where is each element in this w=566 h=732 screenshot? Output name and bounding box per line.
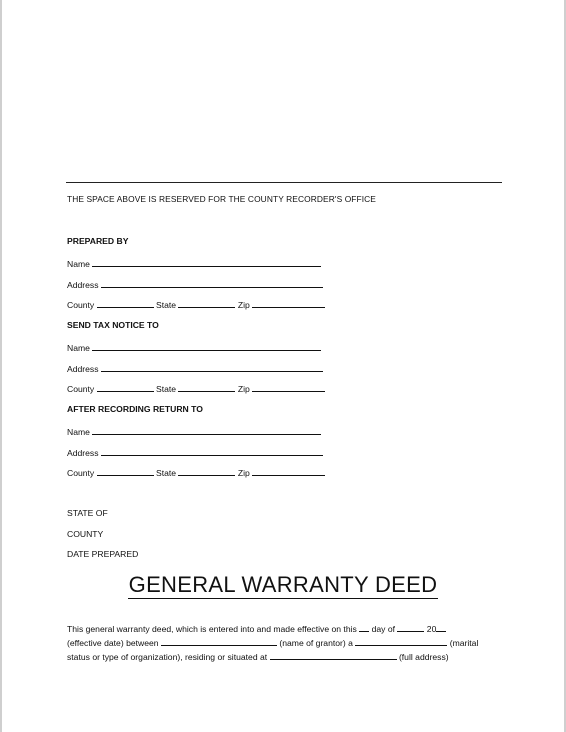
return-to-heading: AFTER RECORDING RETURN TO	[67, 404, 203, 414]
paragraph-year-prefix: 20	[426, 624, 437, 634]
paragraph-line3-text: status or type of organization), residing or situated at	[67, 652, 268, 662]
prepared-by-address-row	[67, 278, 323, 290]
prepared-by-zip-field[interactable]	[252, 298, 325, 308]
tax-notice-location-row	[67, 382, 325, 394]
grantor-address-field[interactable]	[270, 650, 397, 660]
tax-notice-county-field[interactable]	[97, 382, 154, 392]
prepared-by-county-field[interactable]	[97, 298, 154, 308]
tax-notice-name-row	[67, 341, 321, 353]
deed-paragraph-line-3	[67, 650, 507, 665]
prepared-by-heading: PREPARED BY	[67, 236, 129, 246]
return-to-zip-label: Zip	[237, 468, 250, 478]
prepared-by-name-label: Name	[67, 259, 90, 269]
tax-notice-name-field[interactable]	[92, 341, 321, 351]
state-of-label: STATE OF	[67, 508, 108, 518]
prepared-by-county-label: County	[67, 300, 95, 310]
tax-notice-state-label: State	[156, 384, 177, 394]
prepared-by-address-label: Address	[67, 280, 99, 290]
paragraph-line1-text: This general warranty deed, which is entered into and made effective on this	[67, 624, 357, 634]
prepared-by-name-row	[67, 257, 321, 269]
page-left-border	[0, 0, 2, 732]
prepared-by-address-field[interactable]	[101, 278, 323, 288]
paragraph-day-of-text: day of	[371, 624, 396, 634]
return-to-address-label: Address	[67, 448, 99, 458]
deed-title-text: GENERAL WARRANTY DEED	[128, 572, 438, 597]
return-to-name-label: Name	[67, 427, 90, 437]
effective-year-field[interactable]	[436, 622, 446, 632]
tax-notice-zip-label: Zip	[237, 384, 250, 394]
effective-month-field[interactable]	[397, 622, 424, 632]
paragraph-marital-text: (marital	[449, 638, 479, 648]
marital-status-field[interactable]	[355, 636, 447, 646]
recorder-space-divider	[66, 182, 502, 183]
return-to-county-field[interactable]	[97, 466, 154, 476]
date-prepared-label: DATE PREPARED	[67, 549, 139, 559]
tax-notice-heading: SEND TAX NOTICE TO	[67, 320, 159, 330]
deed-title	[0, 572, 566, 598]
return-to-address-field[interactable]	[101, 446, 323, 456]
prepared-by-name-field[interactable]	[92, 257, 321, 267]
paragraph-grantor-text: (name of grantor) a	[279, 638, 353, 648]
effective-day-field[interactable]	[359, 622, 369, 632]
deed-paragraph-line-2	[67, 636, 507, 651]
tax-notice-county-label: County	[67, 384, 95, 394]
paragraph-line2-text: (effective date) between	[67, 638, 159, 648]
county-label: COUNTY	[67, 529, 104, 539]
prepared-by-state-label: State	[156, 300, 177, 310]
recorder-space-note: THE SPACE ABOVE IS RESERVED FOR THE COUNTY RECORDER'S OFFICE	[67, 194, 376, 204]
return-to-name-field[interactable]	[92, 425, 321, 435]
prepared-by-zip-label: Zip	[237, 300, 250, 310]
tax-notice-address-field[interactable]	[101, 362, 323, 372]
grantor-name-field[interactable]	[161, 636, 277, 646]
return-to-name-row	[67, 425, 321, 437]
return-to-state-label: State	[156, 468, 177, 478]
tax-notice-address-row	[67, 362, 323, 374]
tax-notice-state-field[interactable]	[178, 382, 235, 392]
return-to-location-row	[67, 466, 325, 478]
paragraph-address-text: (full address)	[398, 652, 449, 662]
return-to-county-label: County	[67, 468, 95, 478]
prepared-by-location-row	[67, 298, 325, 310]
tax-notice-address-label: Address	[67, 364, 99, 374]
tax-notice-zip-field[interactable]	[252, 382, 325, 392]
deed-paragraph-line-1	[67, 622, 507, 637]
tax-notice-name-label: Name	[67, 343, 90, 353]
return-to-zip-field[interactable]	[252, 466, 325, 476]
return-to-address-row	[67, 446, 323, 458]
prepared-by-state-field[interactable]	[178, 298, 235, 308]
return-to-state-field[interactable]	[178, 466, 235, 476]
